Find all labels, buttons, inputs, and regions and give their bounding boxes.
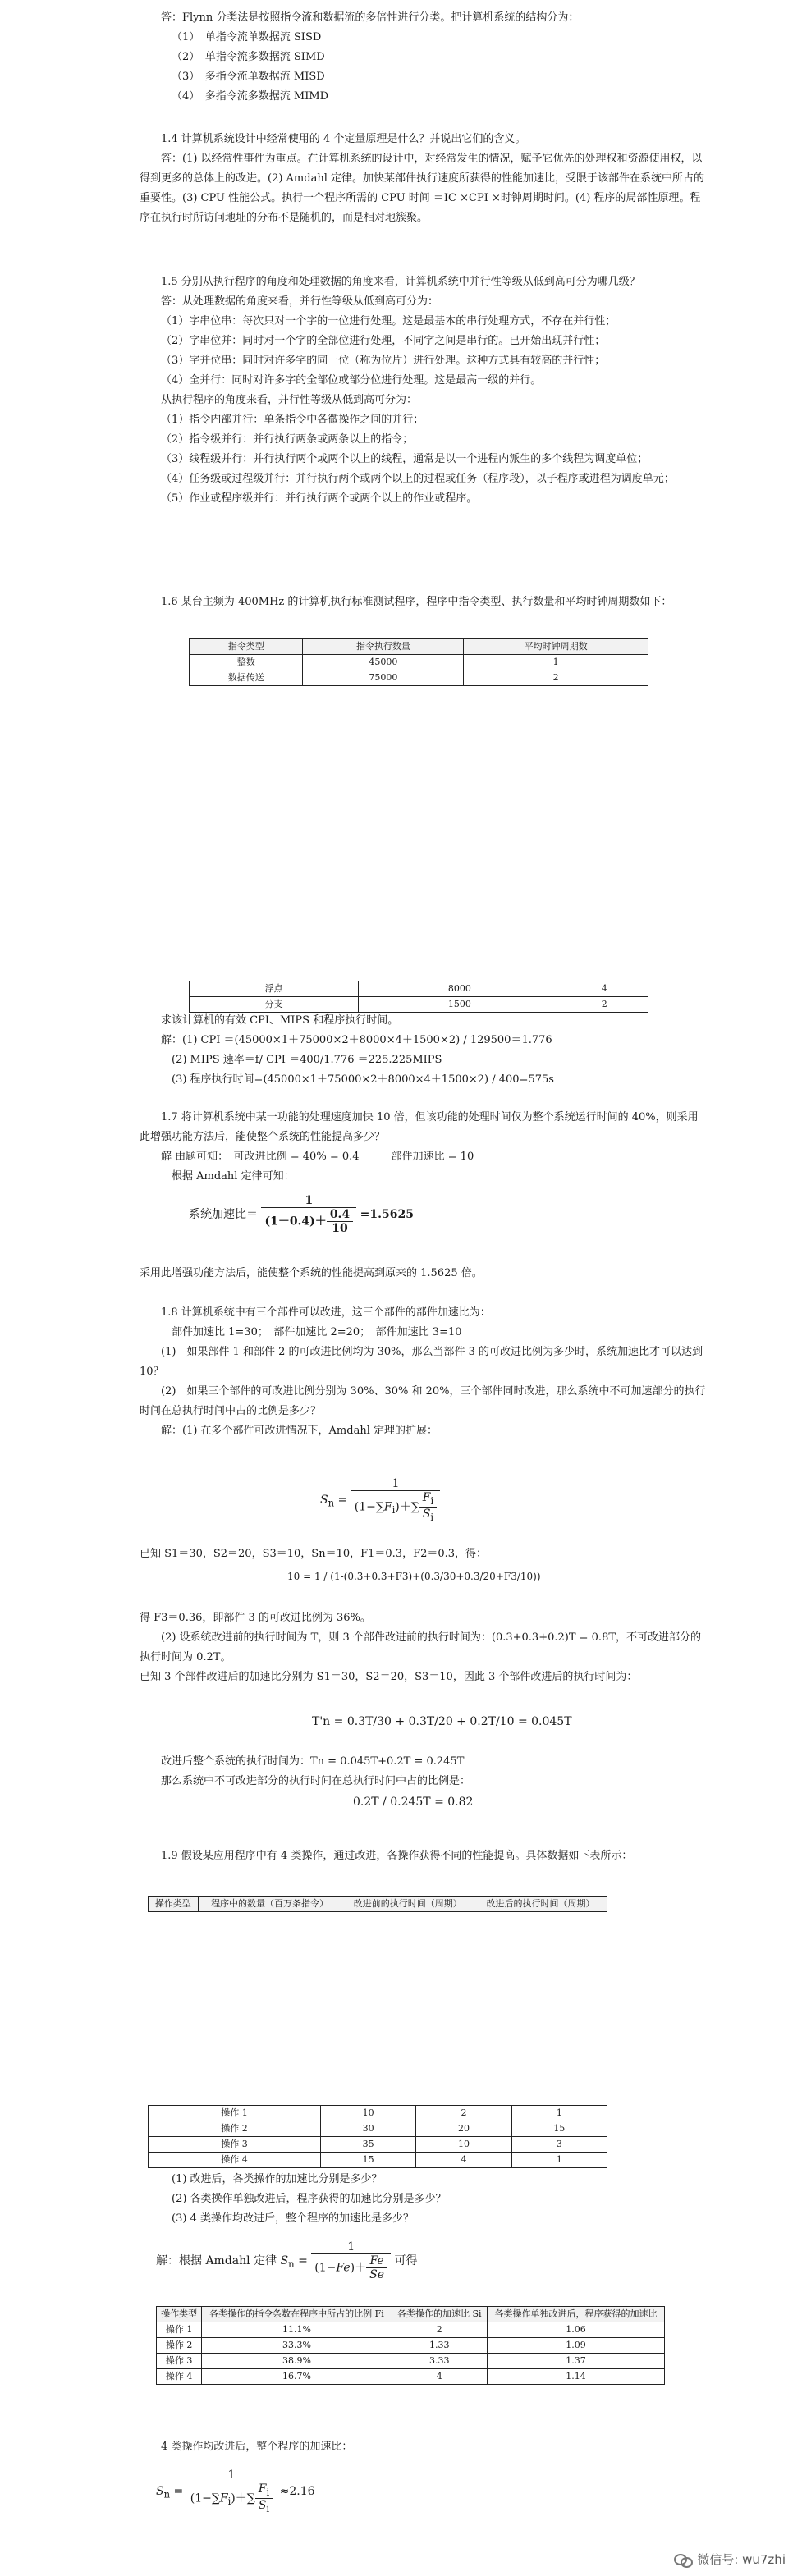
table-row bbox=[149, 2137, 607, 2153]
table-header: 指令执行数量 bbox=[303, 639, 464, 655]
answer-line: （4）任务级或过程级并行：并行执行两个或两个以上的过程或任务（程序段），以子程序或进程为调度单元； bbox=[161, 473, 675, 485]
list-item: （4） 多指令流多数据流 MIMD bbox=[172, 90, 329, 103]
answer-line: （3）字并位串：同时对许多字的同一位（称为位片）进行处理。这种方式具有较高的并行性； bbox=[161, 355, 606, 367]
section-1-8-known bbox=[140, 1544, 706, 1564]
table-cell: 1 bbox=[464, 655, 648, 670]
question-text: 1.9 假设某应用程序中有 4 类操作，通过改进，各操作获得不同的性能提高。具体数据如下表所示： bbox=[161, 1850, 633, 1862]
table-cell: 3.33 bbox=[392, 2354, 487, 2369]
operation-table-body bbox=[148, 2105, 607, 2168]
table-cell: 分支 bbox=[190, 997, 359, 1013]
final-equation: $S_n$ = 1 $(1-\sum F_i)+\sum$ $\frac{F_i}{S_i}$ ≈2.16 bbox=[156, 2468, 315, 2514]
table-cell: 操作 4 bbox=[149, 2153, 321, 2168]
answer-line: （4）全并行：同时对许多字的全部位或部分位进行处理。这是最高一级的并行。 bbox=[161, 374, 542, 387]
table-row bbox=[190, 670, 648, 686]
table-cell: 4 bbox=[561, 981, 648, 997]
table-header: 各类操作的指令条数在程序中所占的比例 Fi bbox=[202, 2307, 392, 2322]
watermark-text: 微信号: wu7zhi bbox=[697, 2552, 786, 2567]
wechat-icon bbox=[674, 2552, 692, 2567]
table-row bbox=[190, 997, 648, 1013]
table-cell: 操作 2 bbox=[157, 2338, 202, 2354]
question-text: 1.5 分别从执行程序的角度和处理数据的角度来看，计算机系统中并行性等级从低到高可分为哪几级？ bbox=[161, 276, 640, 288]
table-cell: 操作 2 bbox=[149, 2121, 321, 2137]
solution-tail: 可得 bbox=[394, 2254, 418, 2267]
result-f3: 得 F3＝0.36，即部件 3 的可改进比例为 36%。 bbox=[140, 1612, 371, 1624]
table-cell: 1500 bbox=[359, 997, 561, 1013]
table-row bbox=[149, 2121, 607, 2137]
table-cell: 35 bbox=[320, 2137, 415, 2153]
list-item: （3） 多指令流单数据流 MISD bbox=[172, 71, 325, 83]
answer-line: （1）字串位串：每次只对一个字的一位进行处理。这是最基本的串行处理方式，不存在并行性； bbox=[161, 315, 616, 327]
question-part: (1) 如果部件 1 和部件 2 的可改进比例均为 30%，那么当部件 3 的可改进比例为多少时，系统加速比才可以达到 10？ bbox=[140, 1346, 703, 1378]
answer-line: 答：从处理数据的角度来看，并行性等级从低到高可分为： bbox=[161, 295, 439, 308]
conclusion-text: 采用此增强功能方法后，能使整个系统的性能提高到原来的 1.5625 倍。 bbox=[140, 1267, 483, 1279]
operation-table-header bbox=[148, 1896, 607, 1912]
final-text: 4 类操作均改进后，整个程序的加速比： bbox=[161, 2441, 353, 2453]
known-values: 已知 S1＝30，S2＝20，S3＝10，Sn＝10，F1＝0.3，F2＝0.3，得： bbox=[140, 1548, 488, 1560]
table-header: 改进后的执行时间（周期） bbox=[474, 1897, 607, 1912]
table-cell: 4 bbox=[392, 2369, 487, 2385]
table-header: 各类操作的加速比 Si bbox=[392, 2307, 487, 2322]
list-item: （1） 单指令流单数据流 SISD bbox=[172, 31, 322, 43]
answer-line: （1）指令内部并行：单条指令中各微操作之间的并行； bbox=[161, 414, 424, 426]
equation-10: 10 = 1 / (1-(0.3+0.3+F3)+(0.3/30+0.3/20+F3/10)) bbox=[287, 1571, 541, 1582]
table-cell: 1 bbox=[511, 2106, 607, 2121]
equation-result: =1.5625 bbox=[360, 1208, 414, 1221]
table-cell: 操作 3 bbox=[149, 2137, 321, 2153]
solution-line: 已知 3 个部件改进后的加速比分别为 S1＝30，S2＝20，S3＝10，因此 3 个部件改进后的执行时间为： bbox=[140, 1671, 638, 1683]
solution-label: 解：根据 Amdahl 定律 bbox=[156, 2254, 277, 2267]
solution-line: (3) 程序执行时间=(45000×1＋75000×2＋8000×4＋1500×2) / 400=575s bbox=[172, 1073, 554, 1086]
table-header: 程序中的数量（百万条指令） bbox=[198, 1897, 341, 1912]
table-row bbox=[157, 2369, 665, 2385]
table-cell: 4 bbox=[416, 2153, 511, 2168]
answer-line: 从执行程序的角度来看，并行性等级从低到高可分为： bbox=[161, 394, 418, 406]
table-cell: 8000 bbox=[359, 981, 561, 997]
instruction-table-bottom bbox=[189, 981, 648, 1013]
table-header: 指令类型 bbox=[190, 639, 303, 655]
question-text: 1.4 计算机系统设计中经常使用的 4 个定量原理是什么？并说出它们的含义。 bbox=[161, 133, 526, 145]
table-row bbox=[190, 655, 648, 670]
section-1-9-asks bbox=[140, 2170, 706, 2229]
speedup-equation bbox=[189, 1194, 414, 1235]
question-part: (2) 如果三个部件的可改进比例分别为 30%、30% 和 20%，三个部件同时改进，那么系统中不可加速部分的执行时间在总执行时间中占的比例是多少？ bbox=[140, 1385, 706, 1417]
question-text: 1.7 将计算机系统中某一功能的处理速度加快 10 倍，但该功能的处理时间仅为整个系统运行时间的 40%，则采用此增强功能方法后，能使整个系统的性能提高多少？ bbox=[140, 1111, 699, 1143]
table-cell: 1.37 bbox=[487, 2354, 664, 2369]
table-cell: 2 bbox=[392, 2322, 487, 2338]
section-1-7 bbox=[140, 1108, 706, 1187]
table-cell: 2 bbox=[464, 670, 648, 686]
question-text: 1.6 某台主频为 400MHz 的计算机执行标准测试程序，程序中指令类型、执行数量和平均时钟周期数如下： bbox=[161, 596, 672, 608]
question-part: (1) 改进后，各类操作的加速比分别是多少？ bbox=[172, 2173, 383, 2185]
speedup-values: 部件加速比 1=30； 部件加速比 2=20； 部件加速比 3=10 bbox=[172, 1326, 462, 1338]
answer-text: 答：Flynn 分类法是按照指令流和数据流的多倍性进行分类。把计算机系统的结构分为： bbox=[161, 11, 580, 24]
table-cell: 1.14 bbox=[487, 2369, 664, 2385]
table-row bbox=[157, 2338, 665, 2354]
ratio-equation: 0.2T / 0.245T = 0.82 bbox=[353, 1796, 474, 1809]
question-part: (2) 各类操作单独改进后，程序获得的加速比分别是多少？ bbox=[172, 2193, 447, 2205]
tn-equation: T'n = 0.3T/30 + 0.3T/20 + 0.2T/10 = 0.045T bbox=[312, 1715, 572, 1728]
table-cell: 操作 1 bbox=[149, 2106, 321, 2121]
solution-line: 解：(1) CPI ＝(45000×1＋75000×2＋8000×4＋1500×2) / 129500＝1.776 bbox=[161, 1034, 552, 1046]
table-cell: 整数 bbox=[190, 655, 303, 670]
table-row bbox=[149, 2153, 607, 2168]
answer-text: 答：(1) 以经常性事件为重点。在计算机系统的设计中，对经常发生的情况，赋予它优先的处理权和资源使用权，以得到更多的总体上的改进。(2) Amdahl 定律。加快某部件执行速度所获得的性能加速比，受限于该部件在系统中所占的重要性。(3) CPU 性能公式。执行一个程序所需的 CPU 时间 ＝IC ×CPI ×时钟周期时间。(4) 程序的局部性原理。程序在执行时所访问地址的分布不是随机的，而是相对地簇聚。 bbox=[140, 153, 704, 224]
question-ask: 求该计算机的有效 CPI、MIPS 和程序执行时间。 bbox=[161, 1014, 399, 1027]
section-1-6 bbox=[140, 593, 706, 612]
section-1-7-conclusion bbox=[140, 1264, 706, 1283]
section-1-4 bbox=[140, 130, 706, 228]
question-text: 1.8 计算机系统中有三个部件可以改进，这三个部件的部件加速比为： bbox=[161, 1306, 491, 1319]
answer-line: （2）指令级并行：并行执行两条或两条以上的指令； bbox=[161, 433, 414, 446]
table-cell: 38.9% bbox=[202, 2354, 392, 2369]
table-cell: 10 bbox=[320, 2106, 415, 2121]
table-header: 平均时钟周期数 bbox=[464, 639, 648, 655]
solution-line: (2) 设系统改进前的执行时间为 T，则 3 个部件改进前的执行时间为：(0.3+0.3+0.2)T = 0.8T，不可改进部分的执行时间为 0.2T。 bbox=[140, 1631, 702, 1663]
table-cell: 2 bbox=[416, 2106, 511, 2121]
wechat-watermark bbox=[674, 2551, 786, 2568]
table-cell: 20 bbox=[416, 2121, 511, 2137]
total-time: 改进后整个系统的执行时间为：Tn = 0.045T+0.2T = 0.245T bbox=[161, 1755, 465, 1768]
table-row bbox=[157, 2354, 665, 2369]
table-cell: 33.3% bbox=[202, 2338, 392, 2354]
section-1-8-total bbox=[140, 1752, 706, 1791]
section-1-5 bbox=[140, 272, 706, 509]
amdahl-formula-line: 解：根据 Amdahl 定律 $S_n$ = 1 (1−Fe)＋ $\frac{Fe}{Se}$ 可得 bbox=[156, 2240, 418, 2281]
section-1-6-solution bbox=[140, 1011, 706, 1090]
answer-line: （3）线程级并行：并行执行两个或两个以上的线程，通常是以一个进程内派生的多个线程为调度单位； bbox=[161, 453, 648, 465]
table-row bbox=[157, 2322, 665, 2338]
equation-fraction: 1 (1－0.4)＋ $\frac{0.4}{10}$ bbox=[261, 1194, 356, 1235]
table-cell: 1.06 bbox=[487, 2322, 664, 2338]
final-value: ≈2.16 bbox=[279, 2484, 315, 2498]
table-cell: 3 bbox=[511, 2137, 607, 2153]
table-cell: 10 bbox=[416, 2137, 511, 2153]
answer-line: （2）字串位并：同时对一个字的全部位进行处理，不同字之间是串行的。已开始出现并行性； bbox=[161, 335, 606, 347]
table-cell: 30 bbox=[320, 2121, 415, 2137]
speedup-result-table bbox=[156, 2306, 665, 2385]
list-item: （2） 单指令流多数据流 SIMD bbox=[172, 51, 325, 63]
table-cell: 操作 1 bbox=[157, 2322, 202, 2338]
table-cell: 数据传送 bbox=[190, 670, 303, 686]
instruction-table-top bbox=[189, 638, 648, 686]
solution-line: 解 由题可知： 可改进比例 = 40% = 0.4 部件加速比 = 10 bbox=[161, 1151, 474, 1163]
solution-line: 根据 Amdahl 定律可知： bbox=[172, 1170, 295, 1183]
table-cell: 45000 bbox=[303, 655, 464, 670]
table-cell: 11.1% bbox=[202, 2322, 392, 2338]
question-part: (3) 4 类操作均改进后，整个程序的加速比是多少？ bbox=[172, 2212, 414, 2225]
section-1-9-final bbox=[140, 2437, 706, 2457]
table-header: 操作类型 bbox=[149, 1897, 199, 1912]
table-cell: 操作 4 bbox=[157, 2369, 202, 2385]
equation-label: 系统加速比＝ bbox=[189, 1208, 258, 1221]
solution-line: 解：(1) 在多个部件可改进情况下，Amdahl 定理的扩展： bbox=[161, 1425, 438, 1437]
table-cell: 1.33 bbox=[392, 2338, 487, 2354]
table-row bbox=[149, 2106, 607, 2121]
table-cell: 操作 3 bbox=[157, 2354, 202, 2369]
answer-line: （5）作业或程序级并行：并行执行两个或两个以上的作业或程序。 bbox=[161, 492, 478, 505]
table-header: 操作类型 bbox=[157, 2307, 202, 2322]
section-1-8 bbox=[140, 1303, 706, 1441]
table-header: 各类操作单独改进后，程序获得的加速比 bbox=[487, 2307, 664, 2322]
table-cell: 1.09 bbox=[487, 2338, 664, 2354]
table-cell: 16.7% bbox=[202, 2369, 392, 2385]
table-cell: 15 bbox=[511, 2121, 607, 2137]
section-1-8-sol bbox=[140, 1608, 706, 1687]
amdahl-extended-formula: $S_n$ = 1 $(1-\sum F_i)+\sum$ $\frac{F_i}{S_i}$ bbox=[320, 1477, 440, 1523]
table-cell: 1 bbox=[511, 2153, 607, 2168]
table-cell: 75000 bbox=[303, 670, 464, 686]
section-1-3 bbox=[140, 8, 706, 107]
table-header: 改进前的执行时间（周期） bbox=[341, 1897, 474, 1912]
table-cell: 15 bbox=[320, 2153, 415, 2168]
table-cell: 2 bbox=[561, 997, 648, 1013]
table-row bbox=[190, 981, 648, 997]
ratio-question: 那么系统中不可改进部分的执行时间在总执行时间中占的比例是： bbox=[161, 1775, 471, 1787]
solution-line: (2) MIPS 速率＝f/ CPI ＝400/1.776 ＝225.225MIPS bbox=[172, 1054, 442, 1066]
section-1-9 bbox=[140, 1846, 706, 1866]
table-cell: 浮点 bbox=[190, 981, 359, 997]
